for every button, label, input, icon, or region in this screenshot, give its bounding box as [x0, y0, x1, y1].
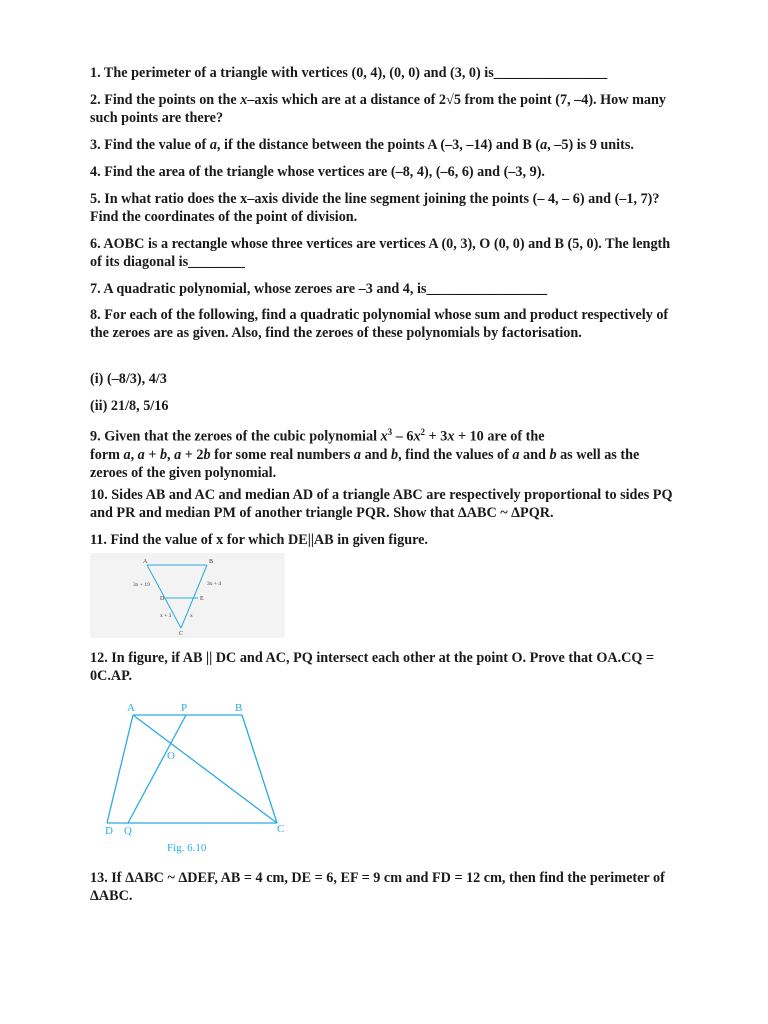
q9-text: for some real numbers: [210, 446, 354, 463]
q2-text: 2. Find the points on the: [90, 92, 241, 108]
q9-text: + 10 are of the: [454, 428, 545, 445]
q3-text-mid: , if the distance between the points A (–3, –14) and B (: [216, 137, 541, 153]
q3-variable: a: [209, 137, 217, 153]
segment-ad: [107, 715, 133, 823]
q9-var: x: [413, 428, 421, 445]
label-d: D: [160, 596, 165, 602]
q2-variable: x: [240, 92, 248, 108]
label-p: P: [181, 702, 188, 714]
figure-11-background: [90, 553, 285, 638]
question-13: 13. If ΔABC ~ ΔDEF, AB = 4 cm, DE = 6, EF = 9 cm and FD = 12 cm, then find the perimeter of ΔABC.: [90, 870, 665, 904]
q9-text: +: [144, 446, 160, 463]
q9-exponent: 3: [387, 427, 393, 437]
segment-pq: [128, 715, 186, 823]
question-5: 5. In what ratio does the x–axis divide the line segment joining the points (– 4, – 6) and (–1, 7)? Find the coordinates of the point of division.: [90, 191, 660, 225]
q9-exponent: 2: [420, 427, 426, 437]
question-10: 10. Sides AB and AC and median AD of a triangle ABC are respectively proportional to sides PQ and PR and median PM of another triangle PQR. Show that ΔABC ~ ΔPQR.: [90, 487, 673, 521]
q9-text: form: [90, 446, 124, 463]
figure-11: [90, 553, 285, 638]
figure-12: [90, 695, 310, 860]
label-c: C: [179, 631, 184, 637]
q9-text: and: [519, 446, 550, 463]
q9-text: 9. Given that the zeroes of the cubic polynomial: [90, 428, 381, 445]
question-8-part-ii: (ii) 21/8, 5/16: [90, 398, 169, 414]
q9-var: a: [512, 446, 520, 463]
label-d: D: [105, 825, 113, 837]
q9-var: a: [123, 446, 131, 463]
label-o: O: [167, 750, 175, 762]
question-7: 7. A quadratic polynomial, whose zeroes are –3 and 4, is_________________: [90, 281, 548, 297]
q3-text: 3. Find the value of: [90, 137, 210, 153]
label-a: A: [127, 702, 135, 714]
label-q: Q: [124, 825, 132, 837]
question-8: 8. For each of the following, find a quadratic polynomial whose sum and product respectively of the zeroes are as given. Also, find the zeroes of these polynomials by factorisation.: [90, 307, 669, 341]
q9-var: b: [549, 446, 557, 463]
label-a: A: [143, 559, 148, 565]
question-11: 11. Find the value of x for which DE||AB in given figure.: [90, 532, 428, 548]
q9-text: ,: [167, 446, 175, 463]
measure-ec: x: [190, 613, 193, 619]
q9-text: ,: [130, 446, 138, 463]
label-e: E: [200, 596, 204, 602]
q3-text-end: , –5) is 9 units.: [547, 137, 634, 153]
question-12: 12. In figure, if AB || DC and AC, PQ intersect each other at the point O. Prove that OA.CQ = 0C.AP.: [90, 650, 655, 684]
label-c: C: [277, 823, 285, 835]
q9-text: and: [361, 446, 391, 463]
q9-var: b: [159, 446, 168, 463]
question-6: 6. AOBC is a rectangle whose three vertices are vertices A (0, 3), O (0, 0) and B (5, 0). The length of its diagonal is________: [90, 236, 671, 270]
question-1: 1. The perimeter of a triangle with vertices (0, 4), (0, 0) and (3, 0) is________________: [90, 65, 608, 81]
segment-ac: [133, 715, 277, 823]
q9-text: , find the values of: [398, 446, 513, 463]
q3-variable-2: a: [540, 137, 548, 153]
q9-var: a: [137, 446, 145, 463]
question-3: [90, 136, 680, 154]
q9-text: + 3: [425, 428, 448, 445]
label-b: B: [209, 559, 214, 565]
q9-var: a: [353, 446, 362, 463]
question-4: 4. Find the area of the triangle whose vertices are (–8, 4), (–6, 6) and (–3, 9).: [90, 164, 545, 180]
q9-text: – 6: [392, 428, 414, 445]
label-b: B: [235, 702, 243, 714]
question-8-part-i: (i) (–8/3), 4/3: [90, 371, 167, 387]
question-2: [90, 91, 680, 127]
segment-bc: [242, 715, 277, 823]
q2-text-end: –axis which are at a distance of 2√5 from the point (7, –4). How many such points are there?: [90, 92, 666, 126]
measure-be: 3x + 4: [207, 581, 222, 587]
figure-caption: Fig. 6.10: [167, 842, 207, 854]
q9-text: as well as the zeroes of the given polynomial.: [90, 446, 640, 481]
q9-var: a: [174, 446, 182, 463]
measure-dc: x + 3: [160, 613, 172, 619]
question-9: [90, 423, 680, 482]
q9-var: x: [380, 428, 388, 445]
q9-text: + 2: [181, 446, 204, 463]
measure-ad: 3x + 19: [133, 582, 150, 588]
q9-var: b: [203, 446, 211, 463]
q9-var: b: [390, 446, 399, 463]
q9-var: x: [447, 428, 455, 445]
